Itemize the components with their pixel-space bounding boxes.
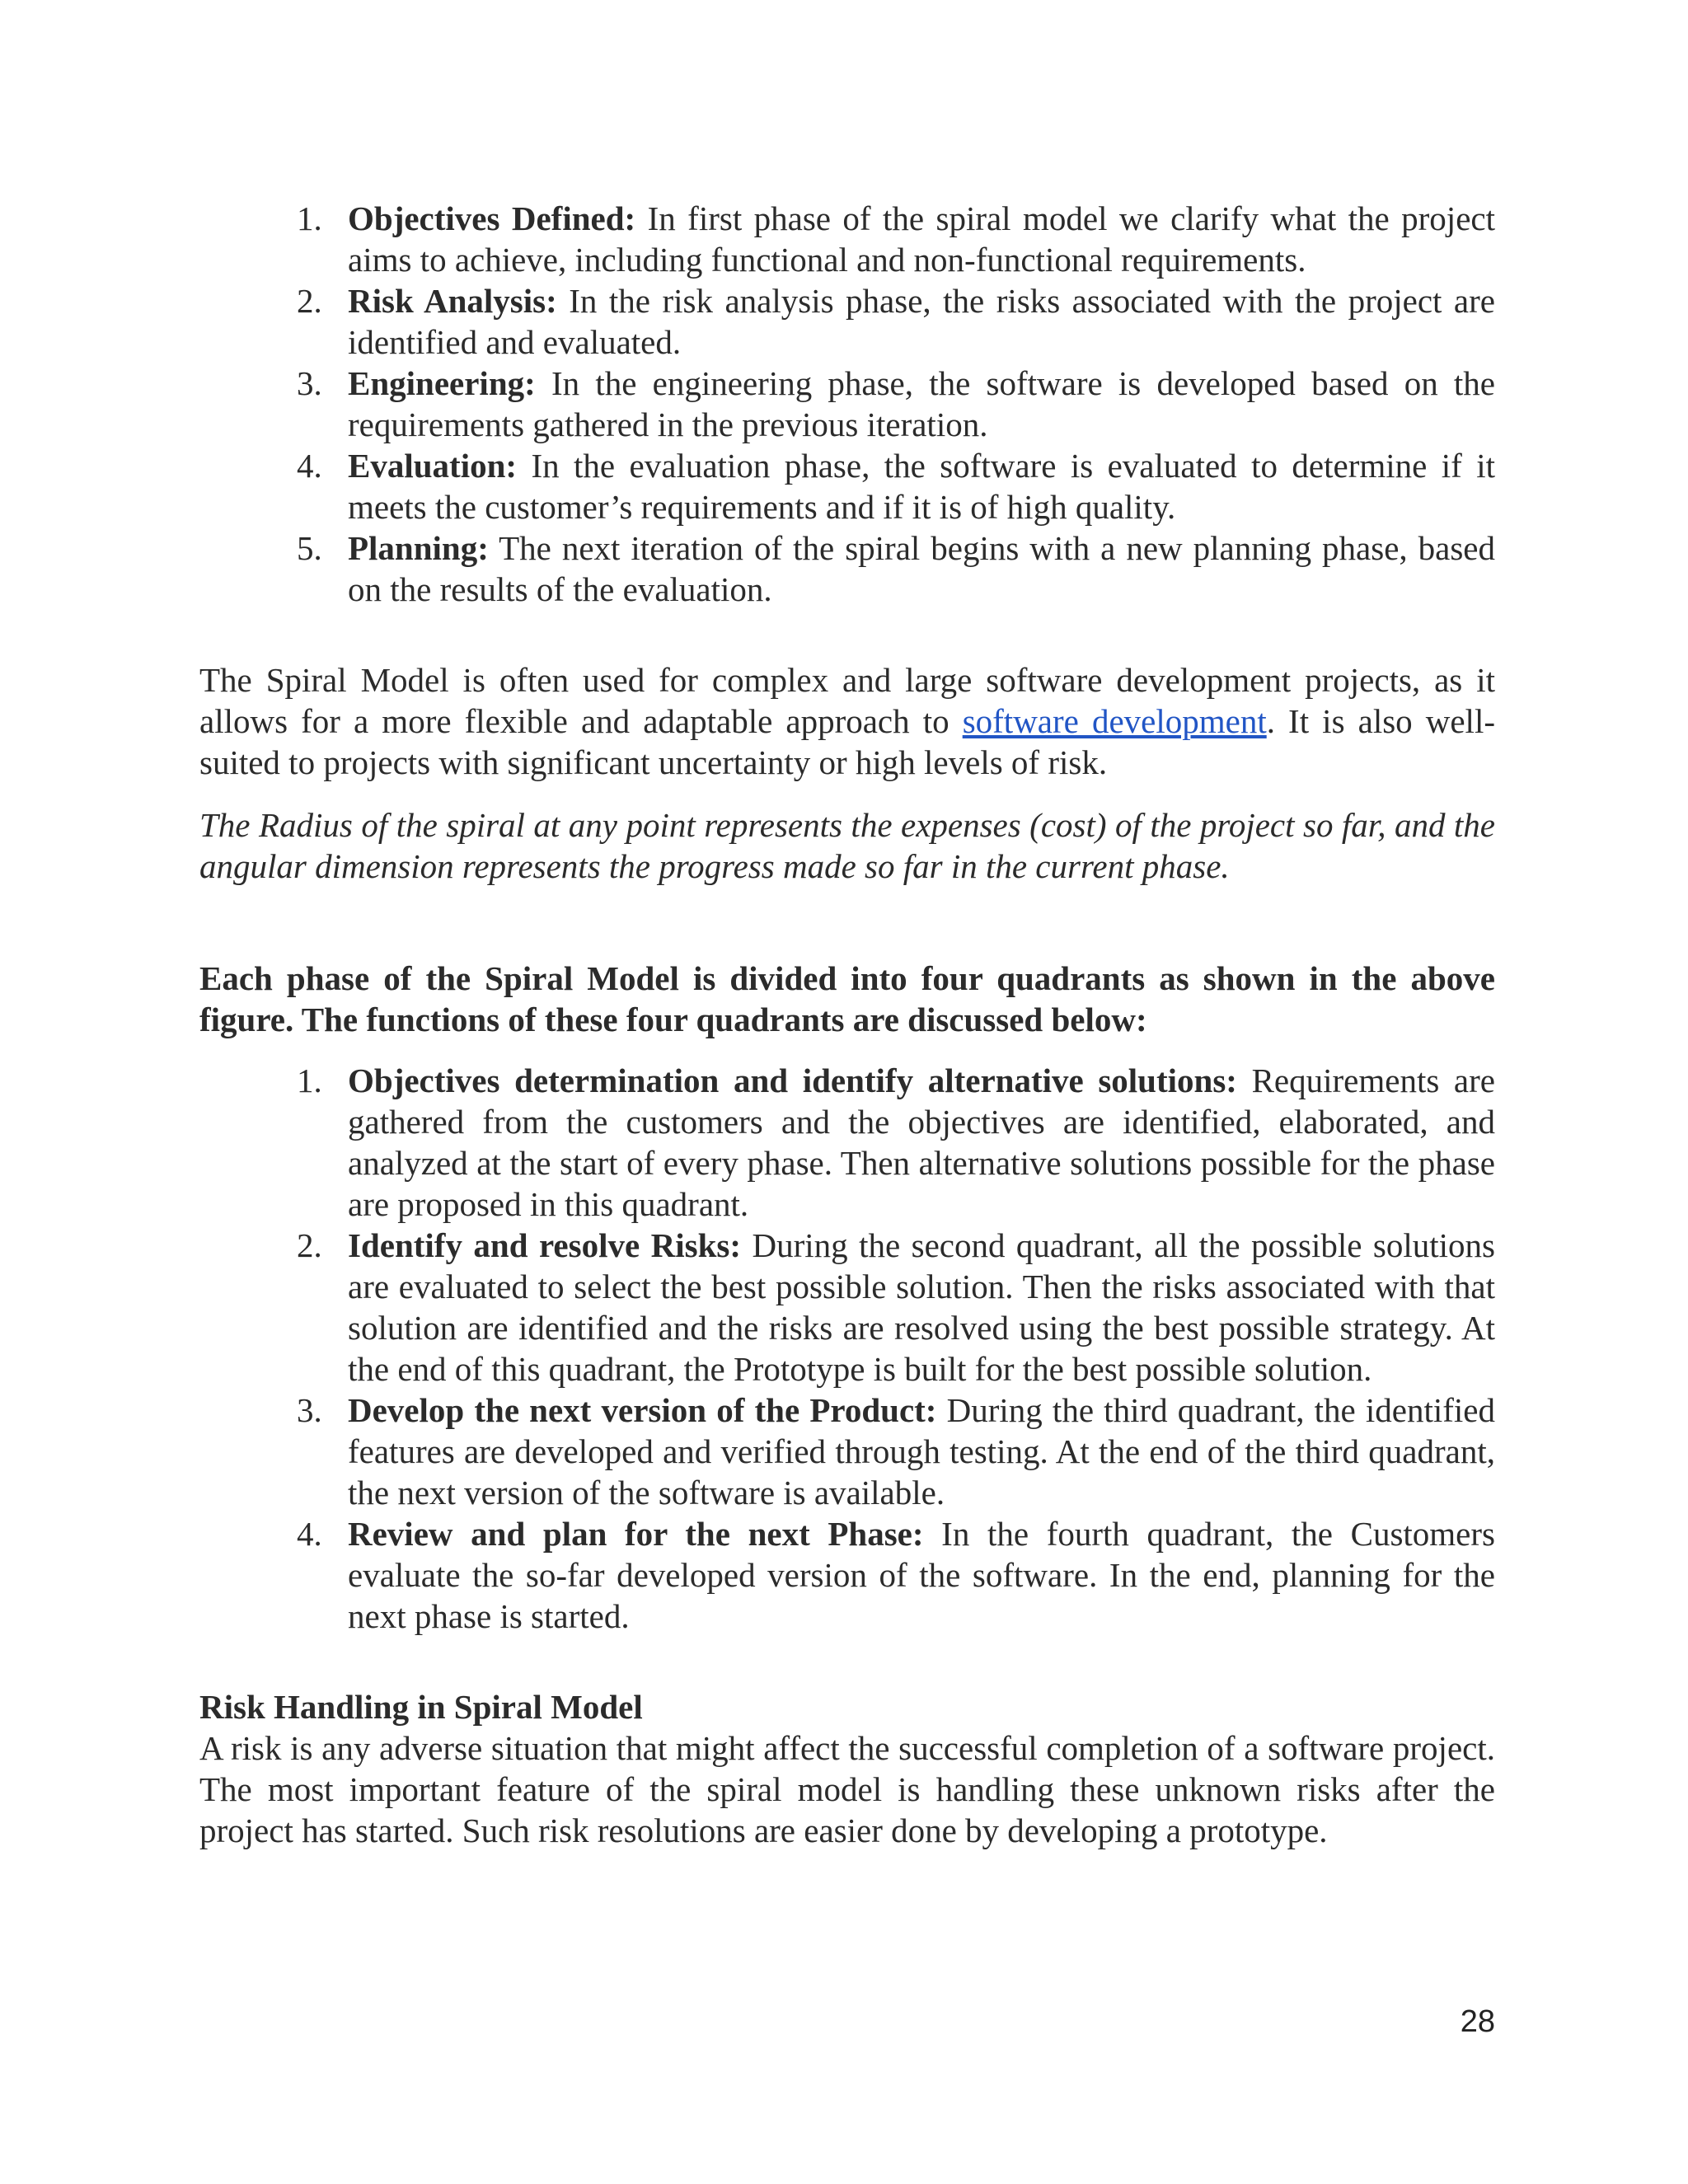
list-item-text: In the risk analysis phase, the risks associated with the project are identified and evaluated. xyxy=(348,282,1495,361)
page-content xyxy=(199,198,1495,1851)
list-number: 3. xyxy=(297,1391,322,1429)
list-item xyxy=(199,280,1495,363)
software-development-link[interactable]: software development xyxy=(962,702,1267,740)
list-number: 5. xyxy=(297,529,322,567)
list-item xyxy=(199,1060,1495,1225)
list-item xyxy=(199,198,1495,280)
list-item-label: Objectives determination and identify alternative solutions: xyxy=(348,1062,1237,1099)
list-item-text: Requirements are gathered from the customers and the objectives are identified, elaborated, and analyzed at the start of every phase. Then alternative solutions possible for the phase are proposed in this quadrant. xyxy=(348,1062,1495,1223)
list-number: 4. xyxy=(297,447,322,485)
radius-note-paragraph: The Radius of the spiral at any point represents the expenses (cost) of the project so far, and the angular dimension represents the progress made so far in the current phase. xyxy=(199,806,1495,885)
list-item-label: Develop the next version of the Product: xyxy=(348,1391,937,1429)
list-number: 1. xyxy=(297,1062,322,1099)
list-item-label: Identify and resolve Risks: xyxy=(348,1226,741,1264)
list-item-label: Evaluation: xyxy=(348,447,518,485)
list-item-text: In the fourth quadrant, the Customers evaluate the so-far developed version of the software. In the end, planning for the next phase is started. xyxy=(348,1515,1495,1635)
list-item xyxy=(199,363,1495,445)
list-item-text: During the second quadrant, all the possible solutions are evaluated to select the best possible solution. Then the risks associated with that solution are identified and the risks are resolved using the best possible strategy. At the end of this quadrant, the Prototype is built for the best possible solution. xyxy=(348,1226,1495,1388)
phases-list xyxy=(199,198,1495,610)
list-item xyxy=(199,1513,1495,1637)
risk-handling-paragraph: A risk is any adverse situation that might affect the successful completion of a software project. The most important feature of the spiral model is handling these unknown risks after the project has started. Such risk resolutions are easier done by developing a prototype. xyxy=(199,1729,1495,1849)
page-number: 28 xyxy=(1460,2004,1495,2039)
list-item xyxy=(199,1225,1495,1390)
list-number: 3. xyxy=(297,364,322,402)
list-item xyxy=(199,445,1495,527)
list-item-label: Engineering: xyxy=(348,364,536,402)
list-item-text: In the evaluation phase, the software is evaluated to determine if it meets the customer’s requirements and if it is of high quality. xyxy=(348,447,1495,526)
paragraph-text: The Spiral Model is often used for complex and large software development projects, as it allows for a more flexible and adaptable approach to xyxy=(199,661,1495,740)
list-number: 4. xyxy=(297,1515,322,1553)
list-item-text: In first phase of the spiral model we clarify what the project aims to achieve, including functional and non-functional requirements. xyxy=(348,199,1495,279)
spiral-usage-paragraph xyxy=(199,659,1495,783)
list-item xyxy=(199,527,1495,610)
list-item-label: Planning: xyxy=(348,529,489,567)
list-number: 1. xyxy=(297,199,322,237)
list-item-text: During the third quadrant, the identified features are developed and verified through testing. At the end of the third quadrant, the next version of the software is available. xyxy=(348,1391,1495,1511)
list-number: 2. xyxy=(297,282,322,320)
list-item-label: Review and plan for the next Phase: xyxy=(348,1515,924,1553)
quadrants-intro-paragraph: Each phase of the Spiral Model is divided into four quadrants as shown in the above figure. The functions of these four quadrants are discussed below: xyxy=(199,959,1495,1038)
list-item-text: In the engineering phase, the software is developed based on the requirements gathered in the previous iteration. xyxy=(348,364,1495,443)
risk-handling-heading: Risk Handling in Spiral Model xyxy=(199,1688,643,1726)
list-item xyxy=(199,1390,1495,1513)
paragraph-text: . It is also well-suited to projects with significant uncertainty or high levels of risk. xyxy=(199,702,1495,781)
list-item-text: The next iteration of the spiral begins with a new planning phase, based on the results of the evaluation. xyxy=(348,529,1495,608)
list-number: 2. xyxy=(297,1226,322,1264)
quadrants-list xyxy=(199,1060,1495,1637)
list-item-label: Risk Analysis: xyxy=(348,282,557,320)
list-item-label: Objectives Defined: xyxy=(348,199,636,237)
